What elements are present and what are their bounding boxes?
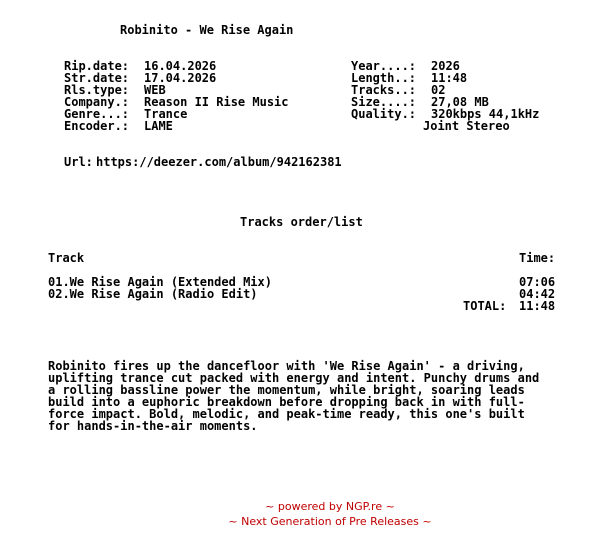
description-line: force impact. Bold, melodic, and peak-time ready, this one's built (48, 407, 525, 421)
company-value: Reason II Rise Music (144, 95, 289, 109)
tracks-count-value: 02 (431, 83, 446, 97)
description-line: Robinito fires up the dancefloor with 'We Rise Again' - a driving, (48, 359, 525, 373)
track-column-header: Track (48, 251, 85, 265)
track-time: 07:06 (519, 275, 556, 289)
info-right-label: Quality.: (351, 107, 417, 121)
info-right-label: Size....: (351, 95, 417, 109)
info-left-label: Encoder.: (64, 119, 130, 133)
info-left-label: Genre...: (64, 107, 130, 121)
info-left-label: Company.: (64, 95, 130, 109)
time-column-header: Time: (519, 251, 556, 265)
description-line: a rolling bassline power the momentum, while bright, soaring leads (48, 383, 525, 397)
description-line: for hands-in-the-air moments. (48, 419, 258, 433)
release-title: Robinito - We Rise Again (120, 23, 294, 37)
street-date-value: 17.04.2026 (144, 71, 217, 85)
info-left-label: Rls.type: (64, 83, 130, 97)
track-time: 04:42 (519, 287, 556, 301)
year-value: 2026 (431, 59, 460, 73)
powered-by-footer: ~ powered by NGP.re ~ (265, 500, 395, 513)
url-label: Url: (64, 155, 93, 169)
quality-value: 320kbps 44,1kHz (431, 107, 540, 121)
info-left-label: Rip.date: (64, 59, 130, 73)
release-type-value: WEB (144, 83, 166, 97)
info-right-label: Year....: (351, 59, 417, 73)
channel-mode-value: Joint Stereo (423, 119, 510, 133)
rip-date-value: 16.04.2026 (144, 59, 217, 73)
info-right-label: Tracks..: (351, 83, 417, 97)
info-right-label: Length..: (351, 71, 417, 85)
album-url-link[interactable]: https://deezer.com/album/942162381 (96, 155, 342, 169)
tagline-footer: ~ Next Generation of Pre Releases ~ (228, 515, 432, 528)
total-time: 11:48 (519, 299, 556, 313)
encoder-value: LAME (144, 119, 173, 133)
size-value: 27,08 MB (431, 95, 489, 109)
info-left-label: Str.date: (64, 71, 130, 85)
track-name: 02.We Rise Again (Radio Edit) (48, 287, 258, 301)
length-value: 11:48 (431, 71, 468, 85)
total-label: TOTAL: (463, 299, 507, 313)
genre-value: Trance (144, 107, 188, 121)
description-line: uplifting trance cut packed with energy and intent. Punchy drums and (48, 371, 540, 385)
description-line: build into a euphoric breakdown before dropping back in with full- (48, 395, 525, 409)
tracklist-heading: Tracks order/list (240, 215, 363, 229)
track-name: 01.We Rise Again (Extended Mix) (48, 275, 272, 289)
